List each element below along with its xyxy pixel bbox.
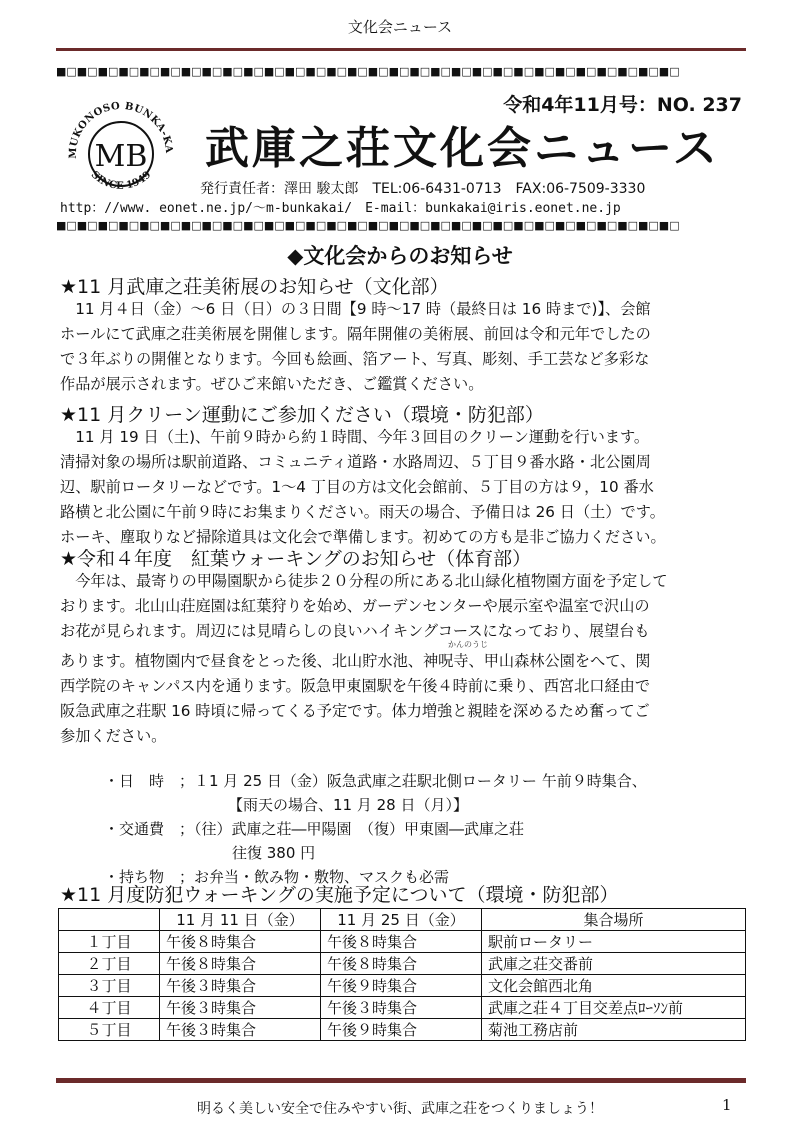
article-line: ホールにて武庫之荘美術展を開催します。隔年開催の美術展、前回は令和元年でしたの (60, 325, 651, 343)
newsletter-title: 武庫之荘文化会ニュース (205, 123, 720, 174)
article-line: 参加ください。 (60, 727, 167, 745)
table-cell: 武庫之荘４丁目交差点ﾛｰｿﾝ前 (482, 997, 746, 1019)
table-cell: ３丁目 (59, 975, 160, 997)
article-line: 辺、駅前ロータリーなどです。1～4 丁目の方は文化会館前、５丁目の方は９，10 番水 (60, 478, 654, 496)
page-number: 1 (722, 1096, 732, 1114)
table-cell: 午後８時集合 (160, 931, 321, 953)
article-line: 阪急武庫之荘駅 16 時頃に帰ってくる予定です。体力増強と親睦を深めるため奮ってご (60, 702, 650, 720)
logo-initials: MB (94, 139, 148, 174)
article-line: 西学院のキャンパス内を通ります。阪急甲東園駅を午後４時前に乗り、西宮北口経由で (60, 677, 651, 695)
table-cell: １丁目 (59, 931, 160, 953)
article-body-art-exhibition (60, 297, 750, 397)
table-cell: 午後３時集合 (321, 997, 482, 1019)
table-cell: ２丁目 (59, 953, 160, 975)
table-cell: 午後３時集合 (160, 975, 321, 997)
table-cell: ５丁目 (59, 1019, 160, 1041)
footer-slogan: 明るく美しい安全で住みやすい街、武庫之荘をつくりましょう！ (197, 1101, 603, 1117)
logo-ring-bottom-text: SINCE 1949 (88, 169, 154, 192)
table-cell: 午後３時集合 (160, 997, 321, 1019)
walk-detail-belongings: ・持ち物 ；お弁当・飲み物・敷物、マスクも必需 (104, 868, 450, 886)
contact-line: http：//www. eonet.ne.jp/～m-bunkakai/ E-mail：bunkakai@iris.eonet.ne.jp (60, 201, 621, 216)
article-line: で３年ぶりの開催となります。今回も絵画、箔アート、写真、彫刻、手工芸など多彩な (60, 350, 650, 368)
walk-detail-rain-date: 【雨天の場合、11 月 28 日（月）】 (228, 796, 468, 814)
article-line: 今年は、最寄りの甲陽園駅から徒歩２０分程の所にある北山緑化植物園方面を予定して (75, 572, 668, 590)
table-cell: 菊池工務店前 (482, 1019, 746, 1041)
article-line: 11 月４日（金）～6 日（日）の３日間【9 時～17 時（最終日は 16 時まで)】、会館 (75, 300, 651, 318)
article-line: 路横と北公園に午前９時にお集まりください。雨天の場合、予備日は 26 日（土）です。 (60, 503, 665, 521)
table-header-cell (59, 909, 160, 931)
article-line: あります。植物園内で昼食をとった後、北山貯水池、神呪寺、甲山森林公園をへて、関 (60, 652, 651, 670)
table-cell: 午後９時集合 (321, 1019, 482, 1041)
article-title-clean-up: ★11 月クリーン運動にご参加ください（環境・防犯部） (60, 404, 544, 426)
walk-detail-fare: 往復 380 円 (232, 844, 316, 862)
article-title-art-exhibition: ★11 月武庫之荘美術展のお知らせ（文化部） (60, 276, 449, 298)
article-body-clean-up (60, 425, 750, 550)
patrol-title: ★11 月度防犯ウォーキングの実施予定について（環境・防犯部） (60, 884, 619, 906)
article-line: 清掃対象の場所は駅前道路、コミュニティ道路・水路周辺、５丁目９番水路・北公園周 (60, 453, 651, 471)
table-row (59, 953, 746, 975)
table-cell: 武庫之荘交番前 (482, 953, 746, 975)
issue-number: 令和4年11月号：NO. 237 (503, 94, 742, 116)
table-row (59, 997, 746, 1019)
furigana: かんのうじ (448, 640, 488, 649)
table-header-row (59, 909, 746, 931)
walk-detail-transport: ・交通費 ；（往）武庫之荘―甲陽園 （復）甲東園―武庫之荘 (104, 820, 525, 838)
article-body-autumn-walk (60, 569, 750, 749)
running-header: 文化会ニュース (347, 18, 453, 36)
article-title-autumn-walk: ★令和４年度 紅葉ウォーキングのお知らせ（体育部） (60, 548, 532, 570)
table-cell: 午後８時集合 (160, 953, 321, 975)
logo-seal (62, 92, 180, 210)
square-border-top: ■□■□■□■□■□■□■□■□■□■□■□■□■□■□■□■□■□■□■□■□■□■□■□■□■□■□■□■□■□■□ (56, 66, 680, 78)
article-line: お花が見られます。周辺には見晴らしの良いハイキングコースになっており、展望台も (60, 622, 650, 640)
table-row (59, 931, 746, 953)
section-heading: ◆文化会からのお知らせ (287, 244, 513, 268)
table-header-cell: 11 月 11 日（金） (160, 909, 321, 931)
table-cell: 駅前ロータリー (482, 931, 746, 953)
table-cell: 午後８時集合 (321, 953, 482, 975)
table-cell: 午後３時集合 (160, 1019, 321, 1041)
bottom-rule (56, 1078, 746, 1083)
table-header-cell: 集合場所 (482, 909, 746, 931)
logo-seal-icon (62, 92, 180, 210)
table-row (59, 975, 746, 997)
article-line: ホーキ、塵取りなど掃除道具は文化会で準備します。初めての方も是非ご協力ください。 (60, 528, 666, 546)
publisher-line: 発行責任者：澤田 駿太郎 TEL:06-6431-0713 FAX:06-7509-3330 (200, 181, 646, 197)
walk-detail-date: ・日 時 ；１1 月 25 日（金）阪急武庫之荘駅北側ロータリー 午前９時集合、 (104, 772, 647, 790)
table-header-cell: 11 月 25 日（金） (321, 909, 482, 931)
article-line: 作品が展示されます。ぜひご来館いただき、ご鑑賞ください。 (60, 375, 484, 393)
table-cell: 文化会館西北角 (482, 975, 746, 997)
table-cell: ４丁目 (59, 997, 160, 1019)
table-cell: 午後８時集合 (321, 931, 482, 953)
article-line: 11 月 19 日（土)、午前９時から約１時間、今年３回目のクリーン運動を行います。 (75, 428, 650, 446)
top-rule (56, 48, 746, 51)
logo-ring-top-text: MUKONOSO BUNKA-KA (67, 100, 175, 159)
table-cell: 午後９時集合 (321, 975, 482, 997)
patrol-schedule-table (58, 908, 746, 1041)
article-line: おります。北山山荘庭園は紅葉狩りを始め、ガーデンセンターや展示室や温室で沢山の (60, 597, 650, 615)
square-border-bottom: ■□■□■□■□■□■□■□■□■□■□■□■□■□■□■□■□■□■□■□■□■□■□■□■□■□■□■□■□■□■□ (56, 220, 680, 232)
table-row (59, 1019, 746, 1041)
